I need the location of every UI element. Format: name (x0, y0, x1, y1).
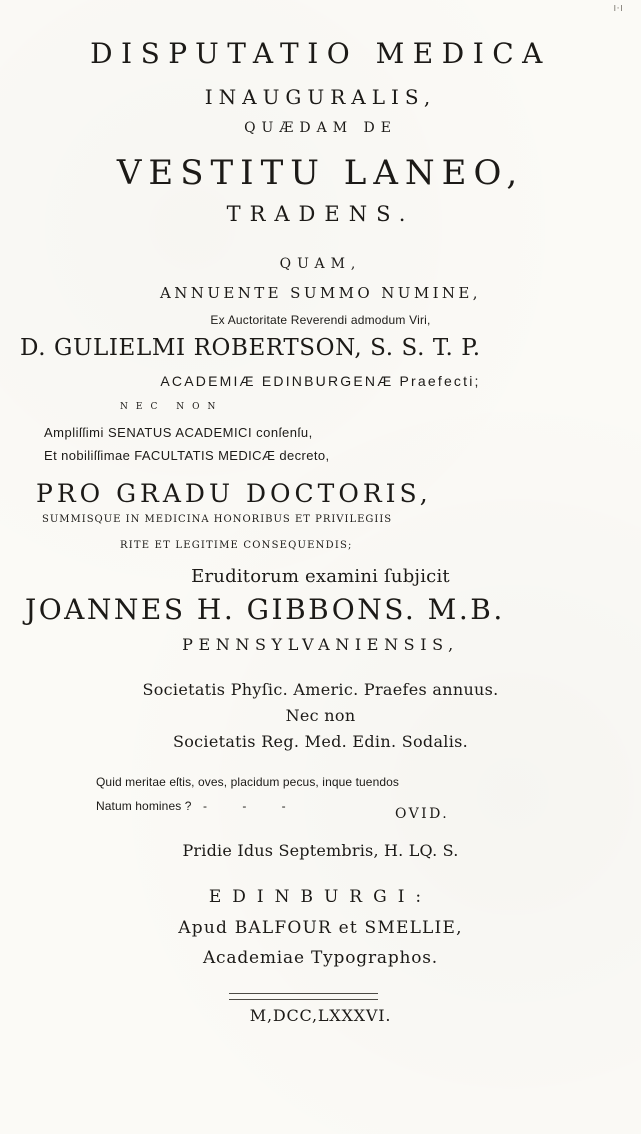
annuente-line: ANNUENTE SUMMO NUMINE, (160, 284, 481, 302)
nec-non-line: NEC NON (120, 402, 224, 412)
quote-line-1: Quid meritae eſtis, oves, placidum pecus, inque tuendos (96, 775, 399, 789)
origin-line: PENNSYLVANIENSIS, (182, 635, 459, 654)
title-line-5: TRADENS. (226, 202, 415, 226)
title-line-3: QUÆDAM DE (244, 120, 397, 136)
imprint-line-1: EDINBURGI: (208, 887, 433, 907)
title-line-1: DISPUTATIO MEDICA (90, 37, 551, 70)
senate-line: Ampliſſimi SENATUS ACADEMICI conſenſu, (44, 425, 313, 440)
legitime-line: RITE ET LEGITIME CONSEQUENDIS; (120, 540, 353, 551)
imprint-rule-top (229, 993, 378, 994)
society-line-1: Societatis Phyſic. Americ. Praefes annuus. (142, 680, 499, 699)
imprint-rule-bottom (229, 999, 378, 1000)
society-line-2: Nec non (285, 706, 356, 725)
quote-author: OVID. (395, 806, 450, 822)
imprint-line-3: Academiae Typographos. (202, 948, 439, 968)
corner-mark: ı·ı (613, 2, 623, 14)
quote-line-2: Natum homines ? (96, 799, 192, 813)
imprint-line-2: Apud BALFOUR et SMELLIE, (178, 918, 463, 938)
quam-line: QUAM, (279, 256, 362, 272)
year-line: M,DCC,LXXXVI. (249, 1006, 392, 1025)
title-line-4: VESTITU LANEO, (116, 153, 525, 193)
robertson-line: D. GULIELMI ROBERTSON, S. S. T. P. (20, 335, 481, 361)
academy-line: ACADEMIÆ EDINBURGENÆ Praefecti; (160, 373, 481, 389)
author-name: JOANNES H. GIBBONS. M.B. (25, 593, 505, 626)
title-line-2: INAUGURALIS, (204, 85, 437, 109)
examination-line: Eruditorum examini ſubjicit (191, 566, 450, 587)
quote-dashes: - - - (203, 799, 302, 813)
faculty-line: Et nobiliſſimae FACULTATIS MEDICÆ decreto, (44, 448, 330, 463)
date-line: Pridie Idus Septembris, H. LQ. S. (182, 841, 459, 860)
society-line-3: Societatis Reg. Med. Edin. Sodalis. (172, 732, 469, 751)
degree-line: PRO GRADU DOCTORIS, (36, 479, 432, 508)
honours-line: SUMMISQUE IN MEDICINA HONORIBUS ET PRIVILEGIIS (42, 514, 393, 525)
authority-line: Ex Auctoritate Reverendi admodum Viri, (210, 313, 431, 327)
